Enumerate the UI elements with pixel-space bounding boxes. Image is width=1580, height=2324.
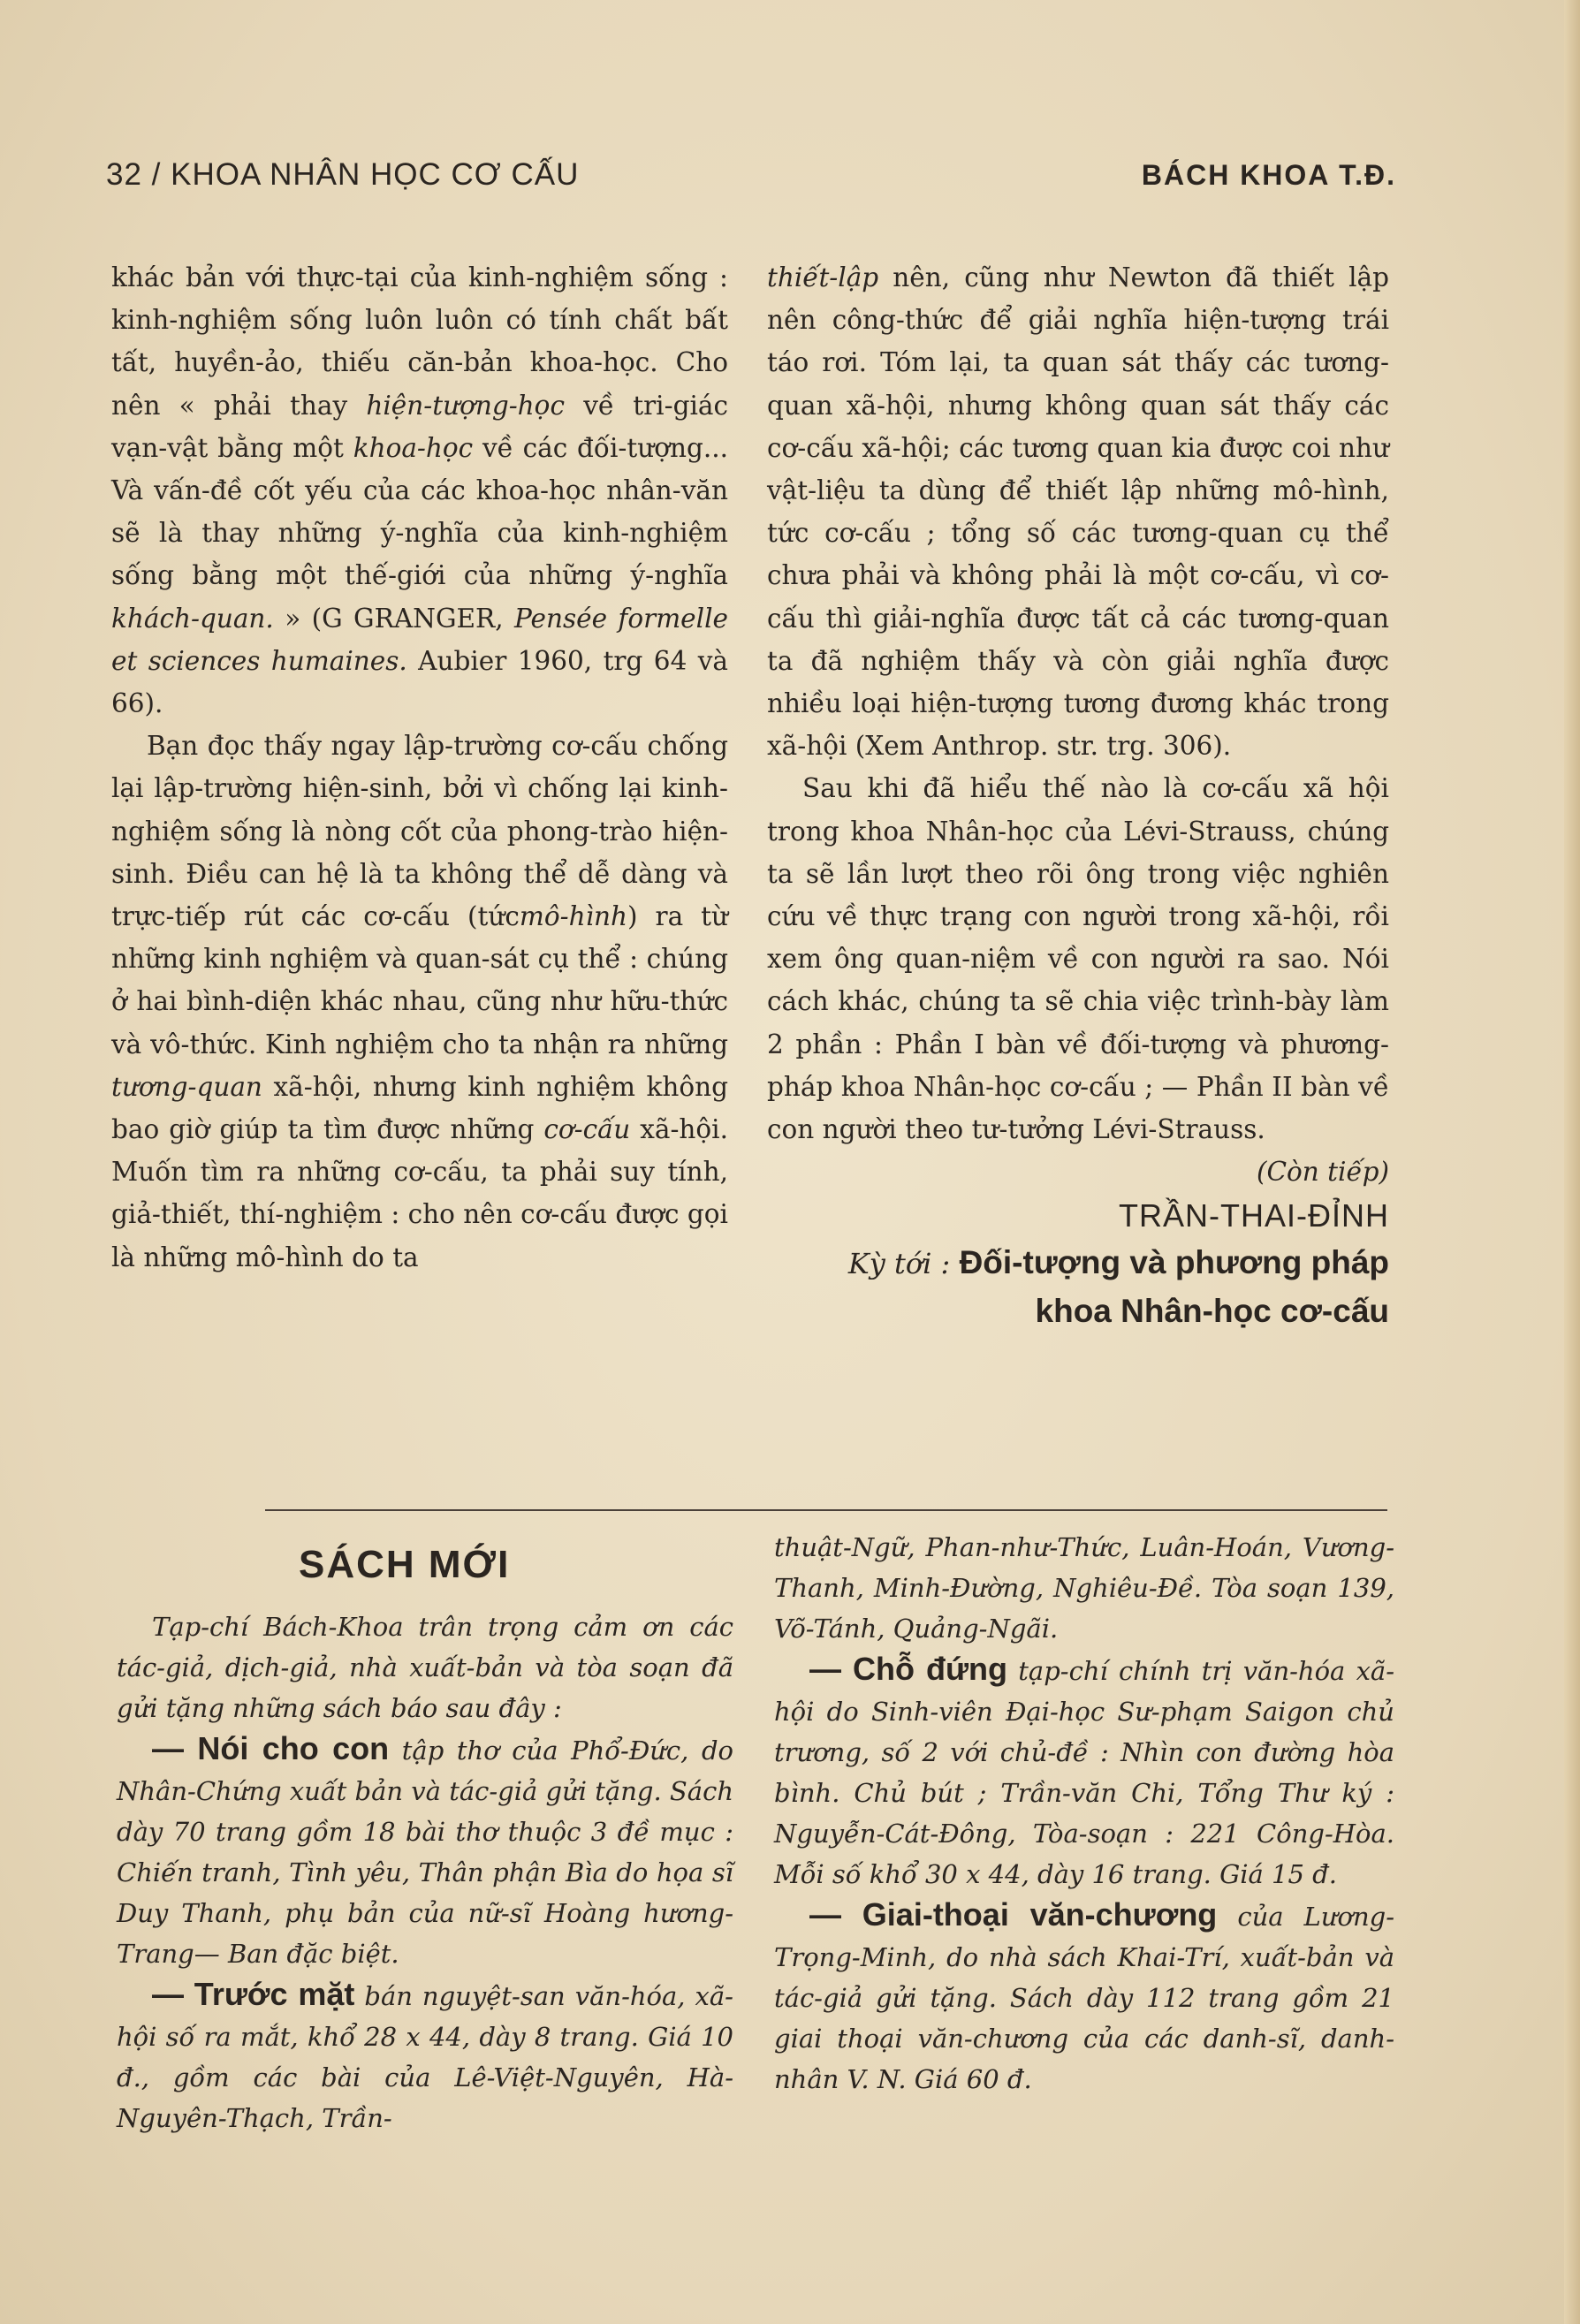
author-name: TRẦN-THAI-ĐỈNH — [1119, 1197, 1389, 1234]
article-paragraph-4: Sau khi đã hiểu thế nào là cơ-cấu xã hội trong khoa Nhân-học của Lévi-Strauss, chúng ta sẽ lần lượt theo rõi ông trong việc nghiên cứu về thực trạng con người trong xã-hội, rồi xem ông quan-niệm về con người ra sao. Nói cách khác, chúng ta sẽ chia việc trình-bày làm 2 phần : Phần I bàn về đối-tượng và phương-pháp khoa Nhân-học cơ-cấu ; — Phần II bàn về con người theo tư-tưởng Lévi-Strauss. — [767, 773, 1389, 1145]
article-column-1 — [111, 256, 728, 1279]
book-entry-continued: thuật-Ngữ, Phan-như-Thức, Luân-Hoán, Vương-Thanh, Minh-Đường, Nghiêu-Đề. Tòa soạn 139, Võ-Tánh, Quảng-Ngãi. — [774, 1532, 1394, 1644]
book-title: — Nói cho con — [152, 1730, 390, 1766]
running-header — [106, 157, 1396, 201]
article-paragraph-2: Bạn đọc thấy ngay lập-trường cơ-cấu chống lại lập-trường hiện-sinh, bởi vì chống lại kinh-nghiệm sống là nòng cốt của phong-trào hiện-sinh. Điều can hệ là ta không thể dễ dàng và trực-tiếp rút các cơ-cấu (tứcmô-hình) ra từ những kinh nghiệm và quan-sát cụ thể : chúng ở hai bình-diện khác nhau, cũng như hữu-thức và vô-thức. Kinh nghiệm cho ta nhận ra những tương-quan xã-hội, nhưng kinh nghiệm không bao giờ giúp ta tìm được những cơ-cấu xã-hội. Muốn tìm ra những cơ-cấu, ta phải suy tính, giả-thiết, thí-nghiệm : cho nên cơ-cấu được gọi là những mô-hình do ta — [111, 731, 728, 1272]
next-issue-label: Kỳ tới : — [847, 1247, 951, 1281]
page-edge — [1564, 0, 1580, 2324]
article-column-2 — [767, 256, 1389, 1335]
article-paragraph-1: khác bản với thực-tại của kinh-nghiệm sống : kinh-nghiệm sống luôn luôn có tính chất bất tất, huyền-ảo, thiếu căn-bản khoa-học. Cho nên « phải thay hiện-tượng-học về tri-giác vạn-vật bằng một khoa-học về các đối-tượng... Và vấn-đề cốt yếu của các khoa-học nhân-văn sẽ là thay những ý-nghĩa của kinh-nghiệm sống bằng một thế-giới của những ý-nghĩa khách-quan. » (G GRANGER, Pensée formelle et sciences humaines. Aubier 1960, trg 64 và 66). — [111, 262, 728, 719]
book-title: — Trước mặt — [152, 1976, 355, 2012]
book-entry: — Trước mặt bán nguyệt-san văn-hóa, xã-hội số ra mắt, khổ 28 x 44, dày 8 trang. Giá 10 đ., gồm các bài của Lê-Việt-Nguyên, Hà-Nguyên-Thạch, Trần- — [117, 1976, 733, 2133]
article-paragraph-3: thiết-lập nên, cũng như Newton đã thiết lập nên công-thức để giải nghĩa hiện-tượng trái táo rơi. Tóm lại, ta quan sát thấy các tương-quan xã-hội, nhưng không quan sát thấy các cơ-cấu xã-hội; các tương quan kia được coi như vật-liệu ta dùng để thiết lập những mô-hình, tức cơ-cấu ; tổng số các tương-quan cụ thể chưa phải và không phải là một cơ-cấu, vì cơ-cấu thì giải-nghĩa được tất cả các tương-quan ta đã nghiệm thấy và còn giải nghĩa được nhiều loại hiện-tượng tương đương khác trong xã-hội (Xem Anthrop. str. trg. 306). — [767, 262, 1389, 762]
next-issue — [767, 1239, 1389, 1335]
book-entry: — Chỗ đứng tạp-chí chính trị văn-hóa xã-hội do Sinh-viên Đại-học Sư-phạm Saigon chủ trương, số 2 với chủ-đề : Nhìn con đường hòa bình. Chủ bút ; Trần-văn Chi, Tổng Thư ký : Nguyễn-Cát-Đông, Tòa-soạn : 221 Công-Hòa. Mỗi số khổ 30 x 44, dày 16 trang. Giá 15 đ. — [774, 1651, 1395, 1889]
new-books-intro: Tạp-chí Bách-Khoa trân trọng cảm ơn các tác-giả, dịch-giả, nhà xuất-bản và tòa soạn đã gửi tặng những sách báo sau đây : — [117, 1612, 733, 1723]
continued-note: (Còn tiếp) — [1256, 1157, 1389, 1188]
header-right: BÁCH KHOA T.Đ. — [1141, 159, 1396, 191]
section-divider — [265, 1509, 1387, 1511]
book-title: — Chỗ đứng — [809, 1651, 1008, 1687]
section-title: SÁCH MỚI — [299, 1543, 511, 1586]
next-issue-title: Đối-tượng và phương pháp khoa Nhân-học cơ-cấu — [959, 1244, 1389, 1330]
book-entry: — Giai-thoại văn-chương của Lương-Trọng-Minh, do nhà sách Khai-Trí, xuất-bản và tác-giả gửi tặng. Sách dày 112 trang gồm 21 giai thoại văn-chương của các danh-sĩ, danh-nhân V. N. Giá 60 đ. — [774, 1896, 1394, 2094]
new-books-column-1 — [117, 1606, 733, 2138]
book-entry: — Nói cho con tập thơ của Phổ-Đức, do Nhân-Chứng xuất bản và tác-giả gửi tặng. Sách dày 70 trang gồm 18 bài thơ thuộc 3 đề mục : Chiến tranh, Tình yêu, Thân phận Bìa do họa sĩ Duy Thanh, phụ bản của nữ-sĩ Hoàng hương-Trang— Ban đặc biệt. — [117, 1730, 734, 1969]
new-books-column-2 — [774, 1527, 1394, 2100]
header-left: 32 / KHOA NHÂN HỌC CƠ CẤU — [106, 157, 580, 192]
book-title: — Giai-thoại văn-chương — [809, 1896, 1218, 1933]
